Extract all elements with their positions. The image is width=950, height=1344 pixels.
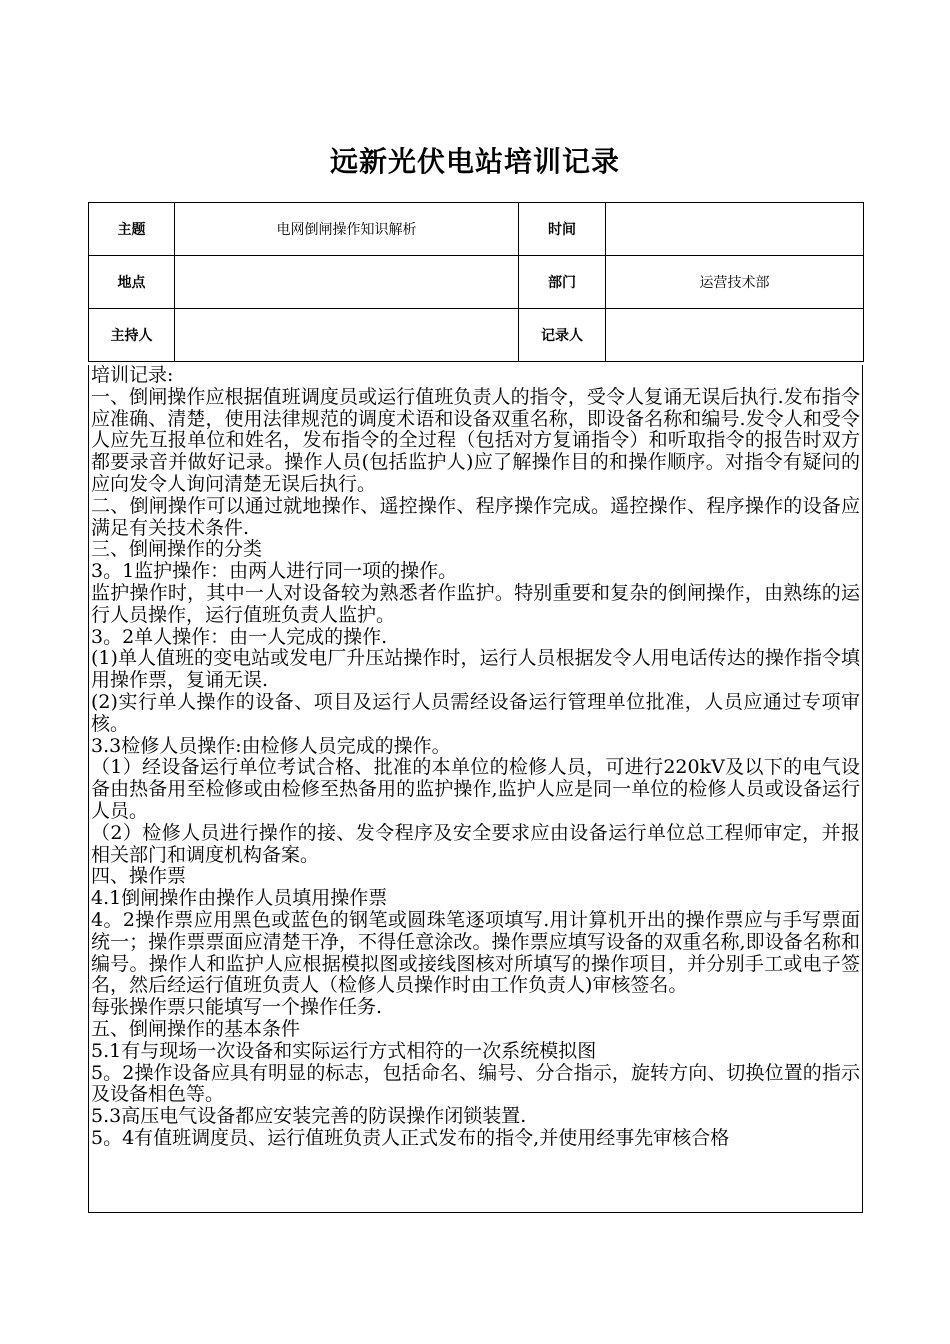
host-label: 主持人: [89, 309, 175, 362]
recorder-value: [606, 309, 864, 362]
department-value: 运营技术部: [606, 256, 864, 309]
record-paragraph: 每张操作票只能填写一个操作任务.: [91, 996, 383, 1019]
recorder-label: 记录人: [519, 309, 606, 362]
record-paragraph: 三、倒闸操作的分类: [91, 538, 263, 561]
record-paragraph: 5。4有值班调度员、运行值班负责人正式发布的指令,并使用经事先审核合格: [91, 1126, 730, 1149]
record-paragraph: (2)实行单人操作的设备、项目及运行人员需经设备运行管理单位批准，人员应通过专项审核。: [91, 690, 860, 735]
record-paragraph: 4.1倒闸操作由操作人员填用操作票: [91, 887, 388, 910]
record-paragraph: 一、倒闸操作应根据值班调度员或运行值班负责人的指令，受令人复诵无误后执行.发布指令应准确、清楚，使用法律规范的调度术语和设备双重名称，即设备名称和编号.发令人和受令人应先互报单位和姓名，发布指令的全过程（包括对方复诵指令）和听取指令的报告时双方都要录音并做好记录。操作人员(包括监护人)应了解操作目的和操作顺序。对指令有疑问的应向发令人询问清楚无误后执行。: [91, 385, 860, 495]
record-paragraph: 3。1监护操作：由两人进行同一项的操作。: [91, 560, 458, 583]
record-paragraph: 四、操作票: [91, 865, 187, 888]
topic-label: 主题: [89, 203, 175, 256]
time-label: 时间: [519, 203, 606, 256]
location-value: [175, 256, 519, 309]
department-label: 部门: [519, 256, 606, 309]
record-paragraph: （1）经设备运行单位考试合格、批准的本单位的检修人员，可进行220kV及以下的电气设备由热备用至检修或由检修至热备用的监护操作,监护人应是同一单位的检修人员或设备运行人员。: [91, 756, 860, 822]
record-paragraph: 3.3检修人员操作:由检修人员完成的操作。: [91, 734, 451, 757]
meta-row-location: [89, 256, 864, 309]
location-label: 地点: [89, 256, 175, 309]
record-paragraph: 5.3高压电气设备都应安装完善的防误操作闭锁装置.: [91, 1105, 527, 1128]
record-paragraph: (1)单人值班的变电站或发电厂升压站操作时，运行人员根据发令人用电话传达的操作指令填用操作票，复诵无误.: [91, 647, 860, 692]
host-value: [175, 309, 519, 362]
record-paragraph: 5.1有与现场一次设备和实际运行方式相符的一次系统模拟图: [91, 1039, 597, 1062]
meta-row-host: [89, 309, 864, 362]
record-paragraph: （2）检修人员进行操作的接、发令程序及安全要求应由设备运行单位总工程师审定，并报相关部门和调度机构备案。: [91, 821, 860, 866]
record-paragraph: 二、倒闸操作可以通过就地操作、遥控操作、程序操作完成。遥控操作、程序操作的设备应满足有关技术条件.: [91, 494, 860, 539]
topic-value: 电网倒闸操作知识解析: [175, 203, 519, 256]
record-paragraph: 4。2操作票应用黑色或蓝色的钢笔或圆珠笔逐项填写.用计算机开出的操作票应与手写票面统一；操作票票面应清楚干净，不得任意涂改。操作票应填写设备的双重名称,即设备名称和编号。操作人和监护人应根据模拟图或接线图核对所填写的操作项目，并分别手工或电子签名，然后经运行值班负责人（检修人员操作时由工作负责人)审核签名。: [91, 908, 860, 997]
record-paragraph: 5。2操作设备应具有明显的标志，包括命名、编号、分合指示，旋转方向、切换位置的指示及设备相色等。: [91, 1061, 860, 1106]
meta-row-topic: [89, 203, 864, 256]
record-paragraph: 五、倒闸操作的基本条件: [91, 1017, 301, 1040]
page-title: 远新光伏电站培训记录: [329, 145, 620, 178]
record-paragraph: 3。2单人操作：由一人完成的操作.: [91, 625, 388, 648]
time-value: [606, 203, 864, 256]
record-paragraph: 培训记录:: [91, 365, 174, 386]
meta-table: [88, 202, 864, 362]
record-paragraph: 监护操作时，其中一人对设备较为熟悉者作监护。特别重要和复杂的倒闸操作，由熟练的运行人员操作，运行值班负责人监护。: [91, 581, 860, 626]
training-record-body: [88, 365, 863, 1213]
